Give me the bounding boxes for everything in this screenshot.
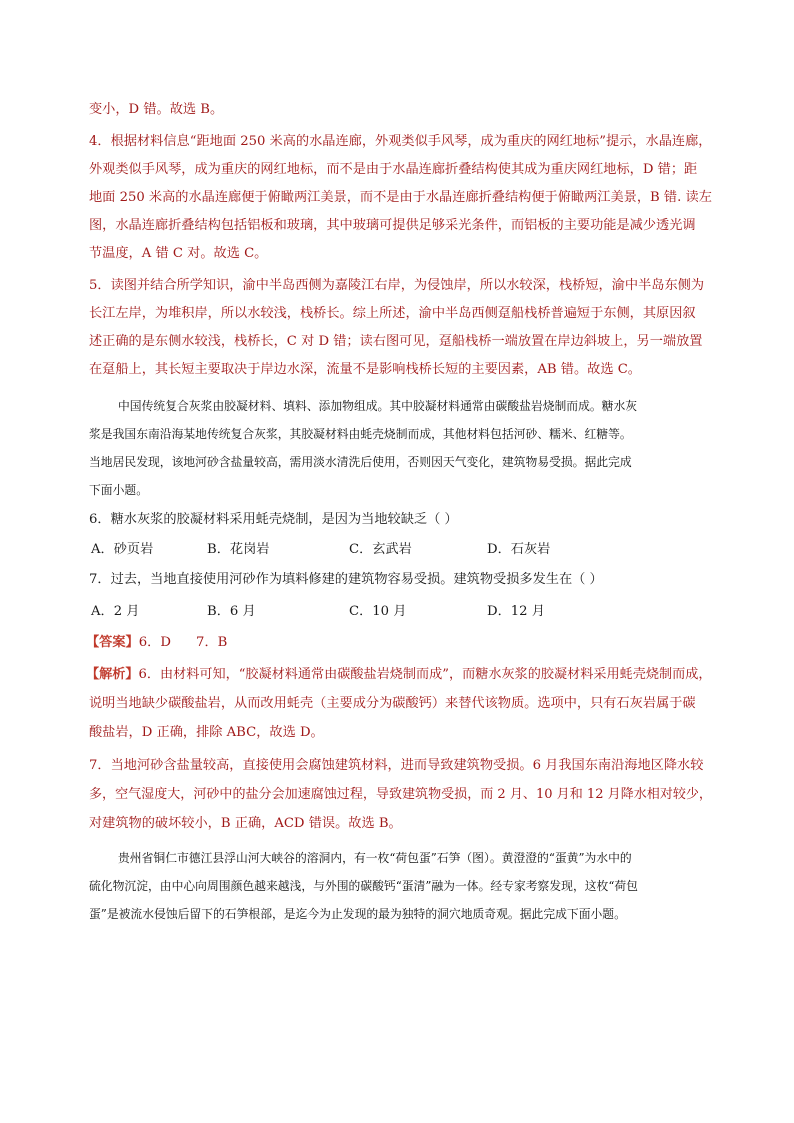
analysis-line: 对建筑物的破坏较小，B 正确，ACD 错误。故选 B。 xyxy=(89,816,402,831)
answer-line: 5．读图并结合所学知识，渝中半岛西侧为嘉陵江右岸，为侵蚀岸，所以水较深，栈桥短，渝中半岛东侧为 xyxy=(89,278,705,293)
material-line: 下面小题。 xyxy=(89,483,148,497)
answer-tag: 【答案】 xyxy=(86,635,139,650)
answer-values: 6．D 7．B xyxy=(138,635,228,650)
option-d: D．12 月 xyxy=(487,604,545,619)
analysis-line: 7．当地河砂含盐量较高，直接使用会腐蚀建筑材料，进而导致建筑物受损。6 月我国东南沿海地区降水较 xyxy=(89,758,704,773)
answer-line: 在趸船上，其长短主要取决于岸边水深，流量不是影响栈桥长短的主要因素，AB 错。故选 C。 xyxy=(89,362,641,377)
option-d: D．石灰岩 xyxy=(487,542,551,557)
answer-line: 长江左岸，为堆积岸，所以水较浅，栈桥长。综上所述，渝中半岛西侧趸船栈桥普遍短于东侧，其原因叙 xyxy=(89,306,696,321)
answer-key xyxy=(86,633,227,653)
answer-line: 述正确的是东侧水较浅，栈桥长，C 对 D 错；读右图可见，趸船栈桥一端放置在岸边斜坡上，另一端放置 xyxy=(89,334,703,349)
material-line: 贵州省铜仁市德江县浮山河大峡谷的溶洞内，有一枚“荷包蛋”石笋（图）。黄澄澄的“蛋黄”为水中的 xyxy=(118,851,632,865)
analysis-line: 多，空气湿度大，河砂中的盐分会加速腐蚀过程，导致建筑物受损，而 2 月、10 月和 12 月降水相对较少， xyxy=(89,787,712,802)
analysis-line xyxy=(86,665,711,685)
answer-line: 节温度，A 错 C 对。故选 C。 xyxy=(89,246,268,261)
analysis-text: 6．由材料可知，“胶凝材料通常由碳酸盐岩烧制而成”，而糖水灰浆的胶凝材料采用蚝壳烧制而成， xyxy=(138,667,712,682)
option-c: C．玄武岩 xyxy=(349,542,412,557)
material-line: 硫化物沉淀，由中心向周围颜色越来越浅，与外围的碳酸钙“蛋清”融为一体。经专家考察发现，这枚“荷包 xyxy=(89,879,638,893)
question-stem: 6．糖水灰浆的胶凝材料采用蚝壳烧制，是因为当地较缺乏（ ） xyxy=(89,512,458,527)
analysis-line: 说明当地缺少碳酸盐岩，从而改用蚝壳（主要成分为碳酸钙）来替代该物质。选项中，只有石灰岩属于碳 xyxy=(89,696,696,711)
option-c: C．10 月 xyxy=(349,604,407,619)
answer-line: 外观类似手风琴，成为重庆的网红地标，而不是由于水晶连廊折叠结构使其成为重庆网红地标，D 错；距 xyxy=(89,162,698,177)
material-line: 蛋”是被流水侵蚀后留下的石笋根部，是迄今为止发现的最为独特的洞穴地质奇观。据此完成下面小题。 xyxy=(89,907,626,921)
analysis-line: 酸盐岩，D 正确，排除 ABC，故选 D。 xyxy=(89,725,324,740)
option-b: B．6 月 xyxy=(207,604,256,619)
option-a: A．砂页岩 xyxy=(91,542,154,557)
answer-line: 4．根据材料信息“距地面 250 米高的水晶连廊，外观类似手风琴，成为重庆的网红地标”提示，水晶连廊， xyxy=(89,134,712,149)
material-line: 浆是我国东南沿海某地传统复合灰浆，其胶凝材料由蚝壳烧制而成，其他材料包括河砂、糯米、红糖等。 xyxy=(89,427,632,441)
analysis-tag: 【解析】 xyxy=(86,667,139,682)
answer-line: 变小，D 错。故选 B。 xyxy=(89,102,224,117)
option-a: A．2 月 xyxy=(91,604,140,619)
question-stem: 7．过去，当地直接使用河砂作为填料修建的建筑物容易受损。建筑物受损多发生在（ ） xyxy=(89,572,603,587)
material-line: 当地居民发现，该地河砂含盐量较高，需用淡水清洗后使用，否则因天气变化，建筑物易受损。据此完成 xyxy=(89,455,632,469)
material-line: 中国传统复合灰浆由胶凝材料、填料、添加物组成。其中胶凝材料通常由碳酸盐岩烧制而成。糖水灰 xyxy=(118,399,638,413)
answer-line: 地面 250 米高的水晶连廊便于俯瞰两江美景，而不是由于水晶连廊折叠结构便于俯瞰两江美景，B 错. 读左 xyxy=(89,190,712,205)
option-b: B．花岗岩 xyxy=(207,542,270,557)
answer-line: 图，水晶连廊折叠结构包括铝板和玻璃，其中玻璃可提供足够采光条件，而铝板的主要功能是减少透光调 xyxy=(89,218,696,233)
